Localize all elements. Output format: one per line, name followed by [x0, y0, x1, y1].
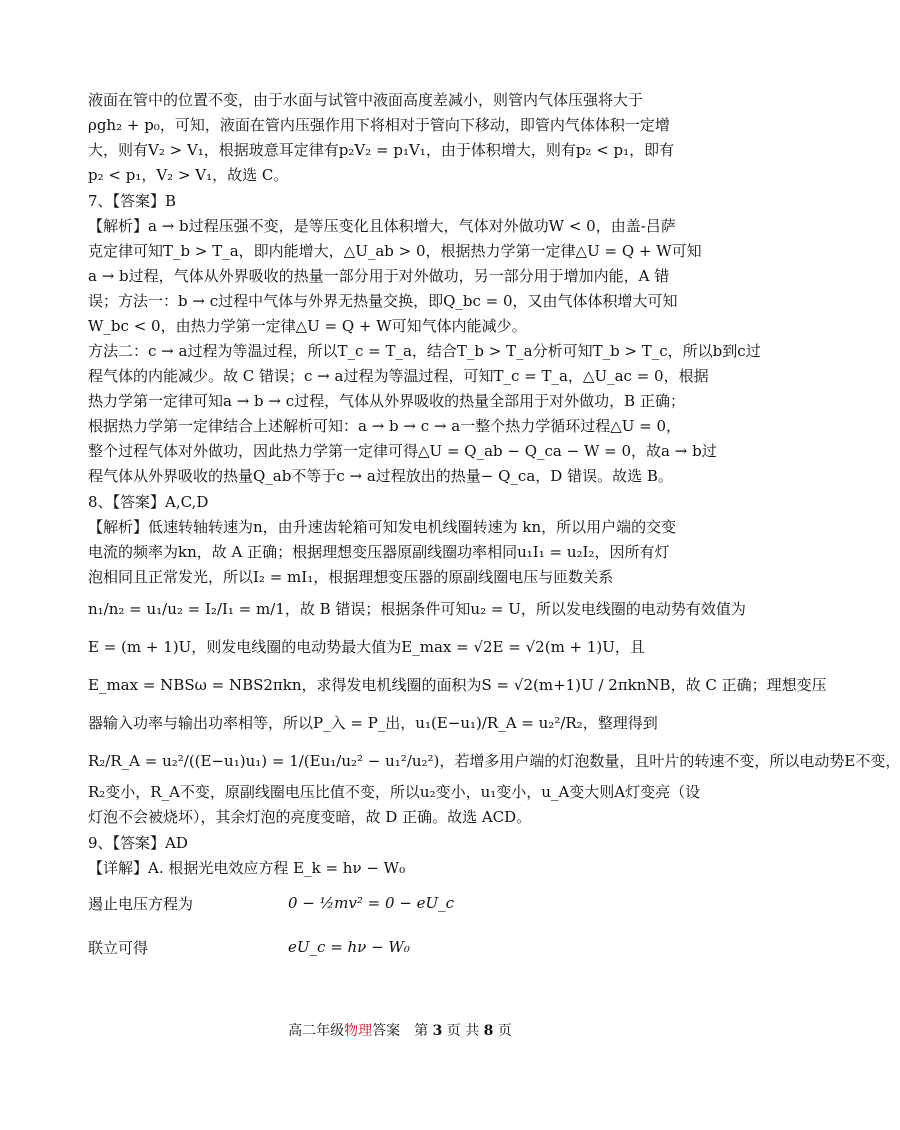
- equation-label: 联立可得: [88, 938, 149, 957]
- text-line: n₁/n₂ = u₁/u₂ = I₂/I₁ = m/1，故 B 错误；根据条件可知u₂ = U，所以发电线圈的电动势有效值为: [88, 600, 746, 618]
- footer-suffix: 答案 第: [372, 1023, 433, 1039]
- text-line: E_max = NBSω = NBS2πkn，求得发电机线圈的面积为S = √2(m+1)U / 2πknNB，故 C 正确；理想变压: [88, 676, 827, 694]
- text-line: E = (m + 1)U，则发电线圈的电动势最大值为E_max = √2E = √2(m + 1)U，且: [88, 638, 645, 656]
- equation: eU_c = hν − W₀: [288, 938, 410, 956]
- answer-heading-8: 8、【答案】A,C,D: [88, 493, 209, 511]
- text-line: 【解析】a → b过程压强不变，是等压变化且体积增大，气体对外做功W < 0，由盖-吕萨: [88, 217, 676, 235]
- text-line: W_bc < 0，由热力学第一定律△U = Q + W可知气体内能减少。: [88, 317, 527, 335]
- footer-subject: 物理: [344, 1023, 373, 1039]
- text-line: 灯泡不会被烧坏），其余灯泡的亮度变暗，故 D 正确。故选 ACD。: [88, 808, 532, 826]
- text-line: 【详解】A. 根据光电效应方程 E_k = hν − W₀: [88, 859, 406, 877]
- text-line: ρgh₂ + p₀，可知，液面在管内压强作用下将相对于管向下移动，即管内气体体积一定增: [88, 116, 670, 134]
- text-line: 程气体从外界吸收的热量Q_ab不等于c → a过程放出的热量− Q_ca，D 错误。故选 B。: [88, 467, 673, 485]
- answer-heading-9: 9、【答案】AD: [88, 834, 188, 852]
- text-line: 误；方法一：b → c过程中气体与外界无热量交换，即Q_bc = 0，又由气体体积增大可知: [88, 292, 678, 310]
- text-line: 泡相同且正常发光，所以I₂ = mI₁，根据理想变压器的原副线圈电压与匝数关系: [88, 568, 614, 586]
- answer-content: [88, 88, 900, 969]
- text-line: p₂ < p₁，V₂ > V₁，故选 C。: [88, 166, 289, 184]
- text-line: 大，则有V₂ > V₁，根据玻意耳定律有p₂V₂ = p₁V₁，由于体积增大，则有p₂ < p₁，即有: [88, 141, 675, 159]
- text-line: 程气体的内能减少。故 C 错误；c → a过程为等温过程，可知T_c = T_a，△U_ac = 0，根据: [88, 367, 709, 385]
- answer-heading-7: 7、【答案】B: [88, 192, 177, 210]
- text-line: 器输入功率与输出功率相等，所以P_入 = P_出，u₁(E−u₁)/R_A = u₂²/R₂，整理得到: [88, 714, 658, 732]
- footer-end: 页: [493, 1023, 512, 1039]
- text-line: R₂/R_A = u₂²/((E−u₁)u₁) = 1/(Eu₁/u₂² − u₁²/u₂²)，若增多用户端的灯泡数量，且叶片的转速不变，所以电动势E不变，: [88, 752, 900, 770]
- text-line: 【解析】低速转轴转速为n，由升速齿轮箱可知发电机线圈转速为 kn，所以用户端的交变: [88, 518, 677, 536]
- text-line: 克定律可知T_b > T_a，即内能增大，△U_ab > 0，根据热力学第一定律△U = Q + W可知: [88, 242, 702, 260]
- footer-page-number: 3: [432, 1023, 443, 1039]
- equation-row: [88, 925, 720, 969]
- footer-prefix: 高二年级: [288, 1023, 345, 1039]
- equation-label: 遏止电压方程为: [88, 894, 194, 913]
- equation: 0 − ½mv² = 0 − eU_c: [288, 894, 455, 912]
- equation-row: [88, 881, 720, 925]
- footer-total-pages: 8: [483, 1023, 494, 1039]
- text-line: 整个过程气体对外做功，因此热力学第一定律可得△U = Q_ab − Q_ca − W = 0，故a → b过: [88, 442, 717, 460]
- footer-mid: 页 共: [442, 1023, 484, 1039]
- text-line: 电流的频率为kn，故 A 正确；根据理想变压器原副线圈功率相同u₁I₁ = u₂I₂，因所有灯: [88, 543, 670, 561]
- text-line: 液面在管中的位置不变，由于水面与试管中液面高度差减小，则管内气体压强将大于: [88, 91, 644, 109]
- text-line: 根据热力学第一定律结合上述解析可知：a → b → c → a一整个热力学循环过程△U = 0，: [88, 417, 682, 435]
- page-footer: [0, 1020, 800, 1040]
- text-line: 方法二：c → a过程为等温过程，所以T_c = T_a，结合T_b > T_a分析可知T_b > T_c，所以b到c过: [88, 342, 761, 360]
- text-line: R₂变小，R_A不变，原副线圈电压比值不变，所以u₂变小，u₁变小，u_A变大则A灯变亮（设: [88, 783, 701, 801]
- text-line: a → b过程，气体从外界吸收的热量一部分用于对外做功，另一部分用于增加内能，A 错: [88, 267, 670, 285]
- text-line: 热力学第一定律可知a → b → c过程，气体从外界吸收的热量全部用于对外做功，B 正确；: [88, 392, 685, 410]
